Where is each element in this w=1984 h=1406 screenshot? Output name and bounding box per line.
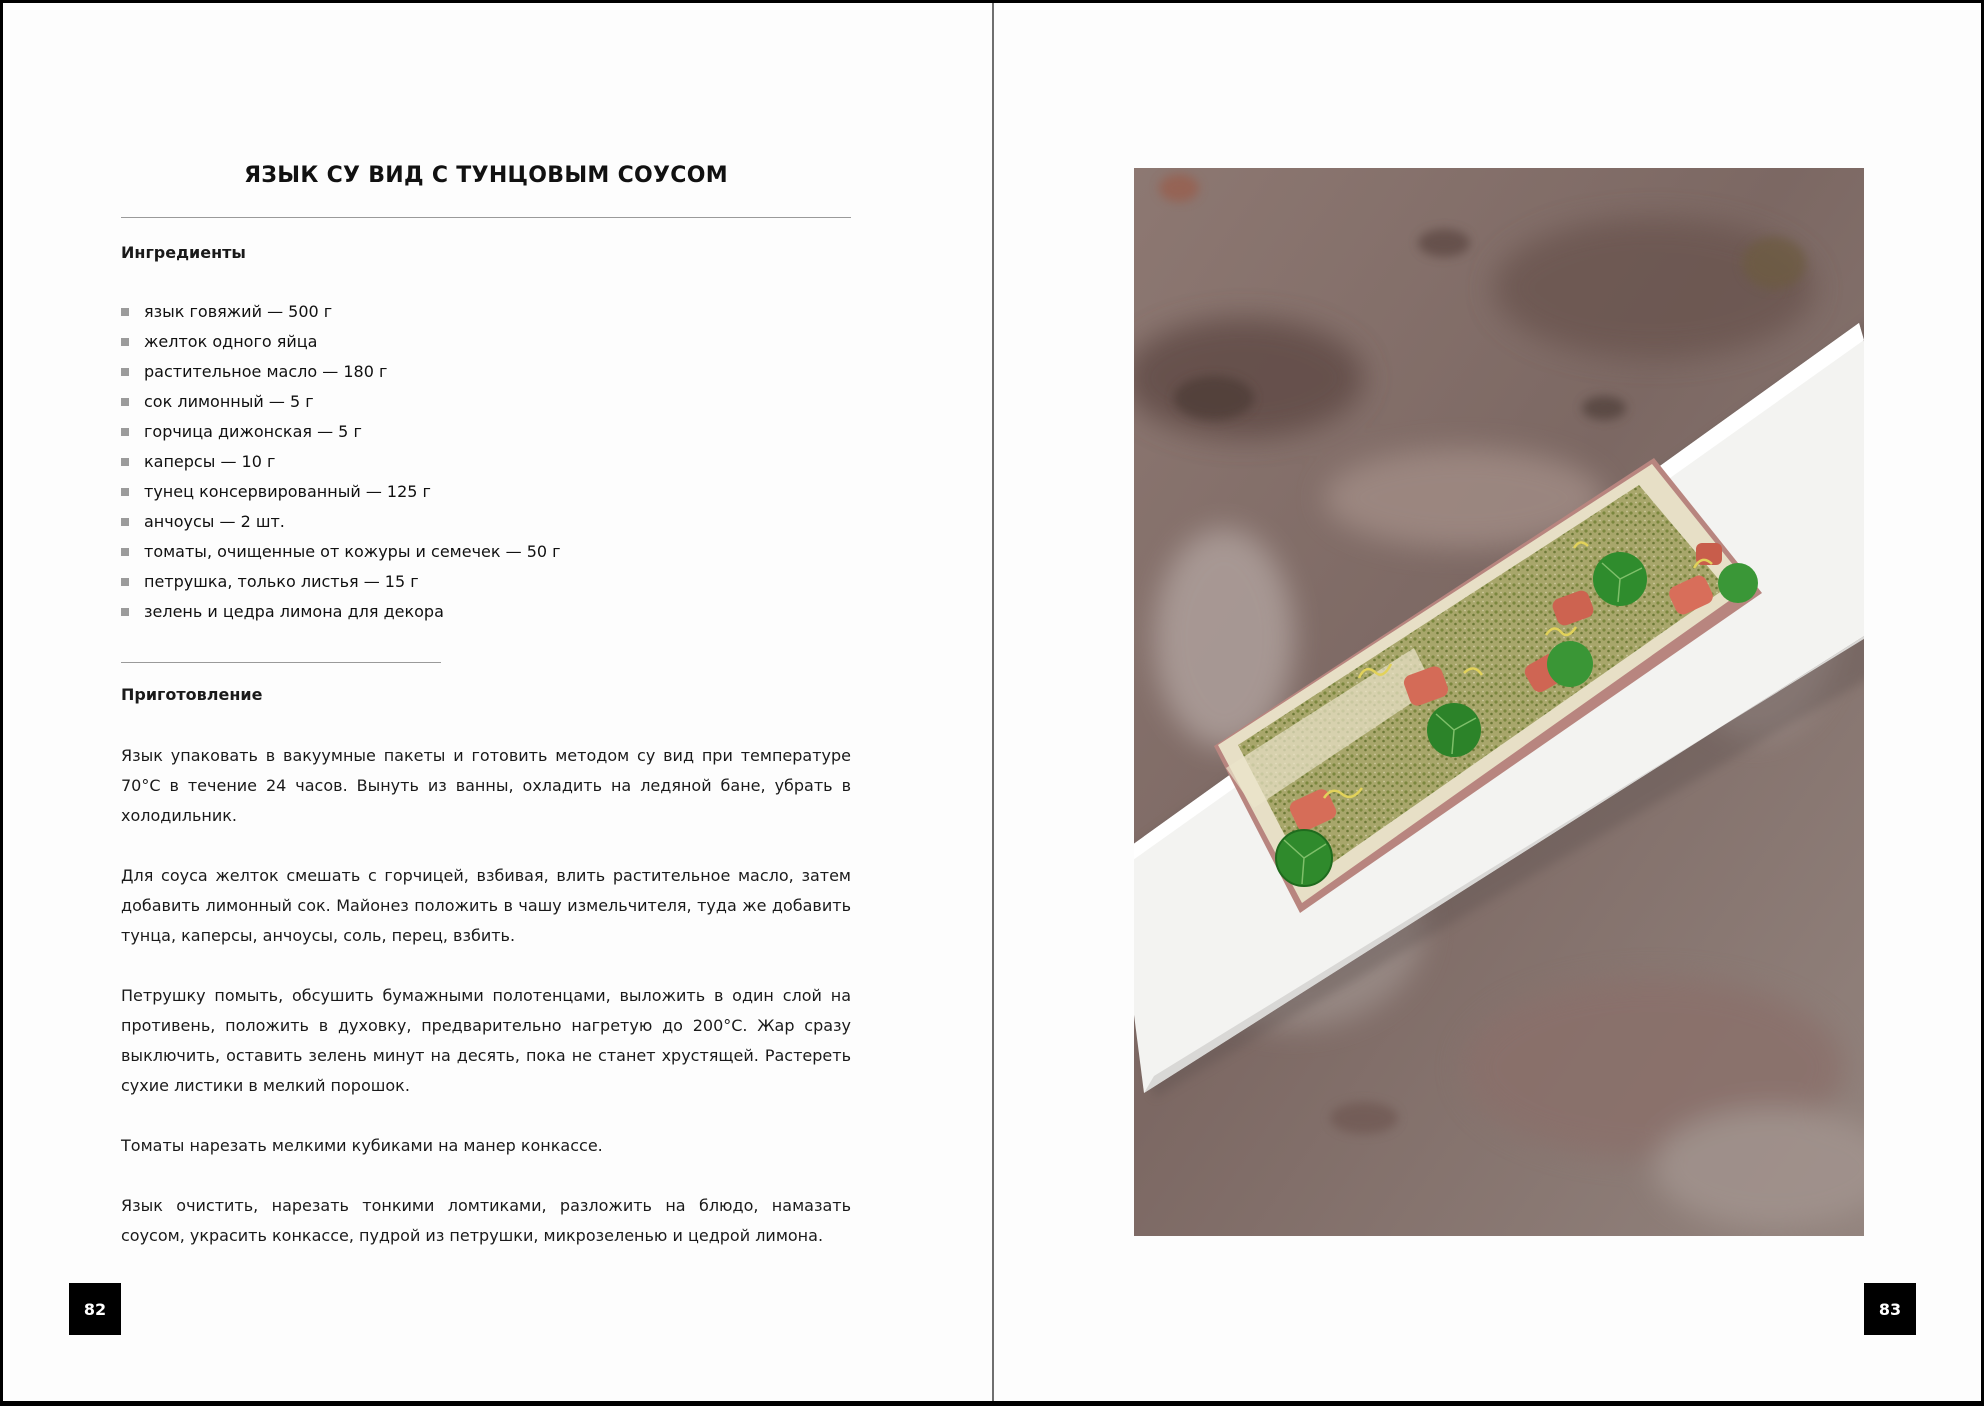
section-divider [121,662,441,663]
ingredient-text: каперсы — 10 г [144,452,276,471]
method-paragraph: Язык упаковать в вакуумные пакеты и готовить методом су вид при температуре 70°C в течение 24 часов. Вынуть из ванны, охладить на ледяной бане, убрать в холодильник. [121,746,851,825]
ingredients-list [121,297,561,627]
square-bullet-icon [121,518,129,526]
ingredient-text: желток одного яйца [144,332,318,351]
square-bullet-icon [121,458,129,466]
square-bullet-icon [121,548,129,556]
ingredient-text: растительное масло — 180 г [144,362,388,381]
recipe-title: ЯЗЫК СУ ВИД С ТУНЦОВЫМ СОУСОМ [244,163,728,188]
list-item [121,387,561,417]
page-number-left: 82 [69,1283,121,1335]
method-paragraph: Петрушку помыть, обсушить бумажными полотенцами, выложить в один слой на противень, положить в духовку, предварительно нагретую до 200°C. Жар сразу выключить, оставить зелень минут на десять, пока не станет хрустящей. Растереть сухие листики в мелкий порошок. [121,986,851,1095]
square-bullet-icon [121,428,129,436]
ingredient-text: петрушка, только листья — 15 г [144,572,419,591]
ingredients-heading: Ингредиенты [121,243,246,262]
list-item [121,537,561,567]
list-item [121,477,561,507]
page-number-right: 83 [1864,1283,1916,1335]
list-item [121,507,561,537]
method-paragraph: Для соуса желток смешать с горчицей, взбивая, влить растительное масло, затем добавить лимонный сок. Майонез положить в чашу измельчителя, туда же добавить тунца, каперсы, анчоусы, соль, перец, взбить. [121,866,851,945]
method-paragraph: Язык очистить, нарезать тонкими ломтиками, разложить на блюдо, намазать соусом, украсить конкассе, пудрой из петрушки, микрозеленью и цедрой лимона. [121,1196,851,1245]
list-item [121,417,561,447]
dish-photo [1134,168,1864,1236]
ingredient-text: анчоусы — 2 шт. [144,512,285,531]
ingredient-text: горчица дижонская — 5 г [144,422,362,441]
list-item [121,597,561,627]
ingredient-text: зелень и цедра лимона для декора [144,602,444,621]
method-heading: Приготовление [121,685,263,704]
method-text [121,741,851,1281]
ingredient-text: томаты, очищенные от кожуры и семечек — 50 г [144,542,561,561]
ingredient-text: сок лимонный — 5 г [144,392,314,411]
square-bullet-icon [121,338,129,346]
square-bullet-icon [121,608,129,616]
list-item [121,297,561,327]
book-spread [3,3,1981,1401]
list-item [121,357,561,387]
square-bullet-icon [121,308,129,316]
method-paragraph: Томаты нарезать мелкими кубиками на манер конкассе. [121,1136,603,1155]
ingredient-text: язык говяжий — 500 г [144,302,333,321]
square-bullet-icon [121,398,129,406]
left-page [3,3,992,1401]
square-bullet-icon [121,488,129,496]
square-bullet-icon [121,578,129,586]
list-item [121,447,561,477]
list-item [121,567,561,597]
list-item [121,327,561,357]
ingredient-text: тунец консервированный — 125 г [144,482,431,501]
title-divider [121,217,851,218]
square-bullet-icon [121,368,129,376]
right-page [994,3,1981,1401]
